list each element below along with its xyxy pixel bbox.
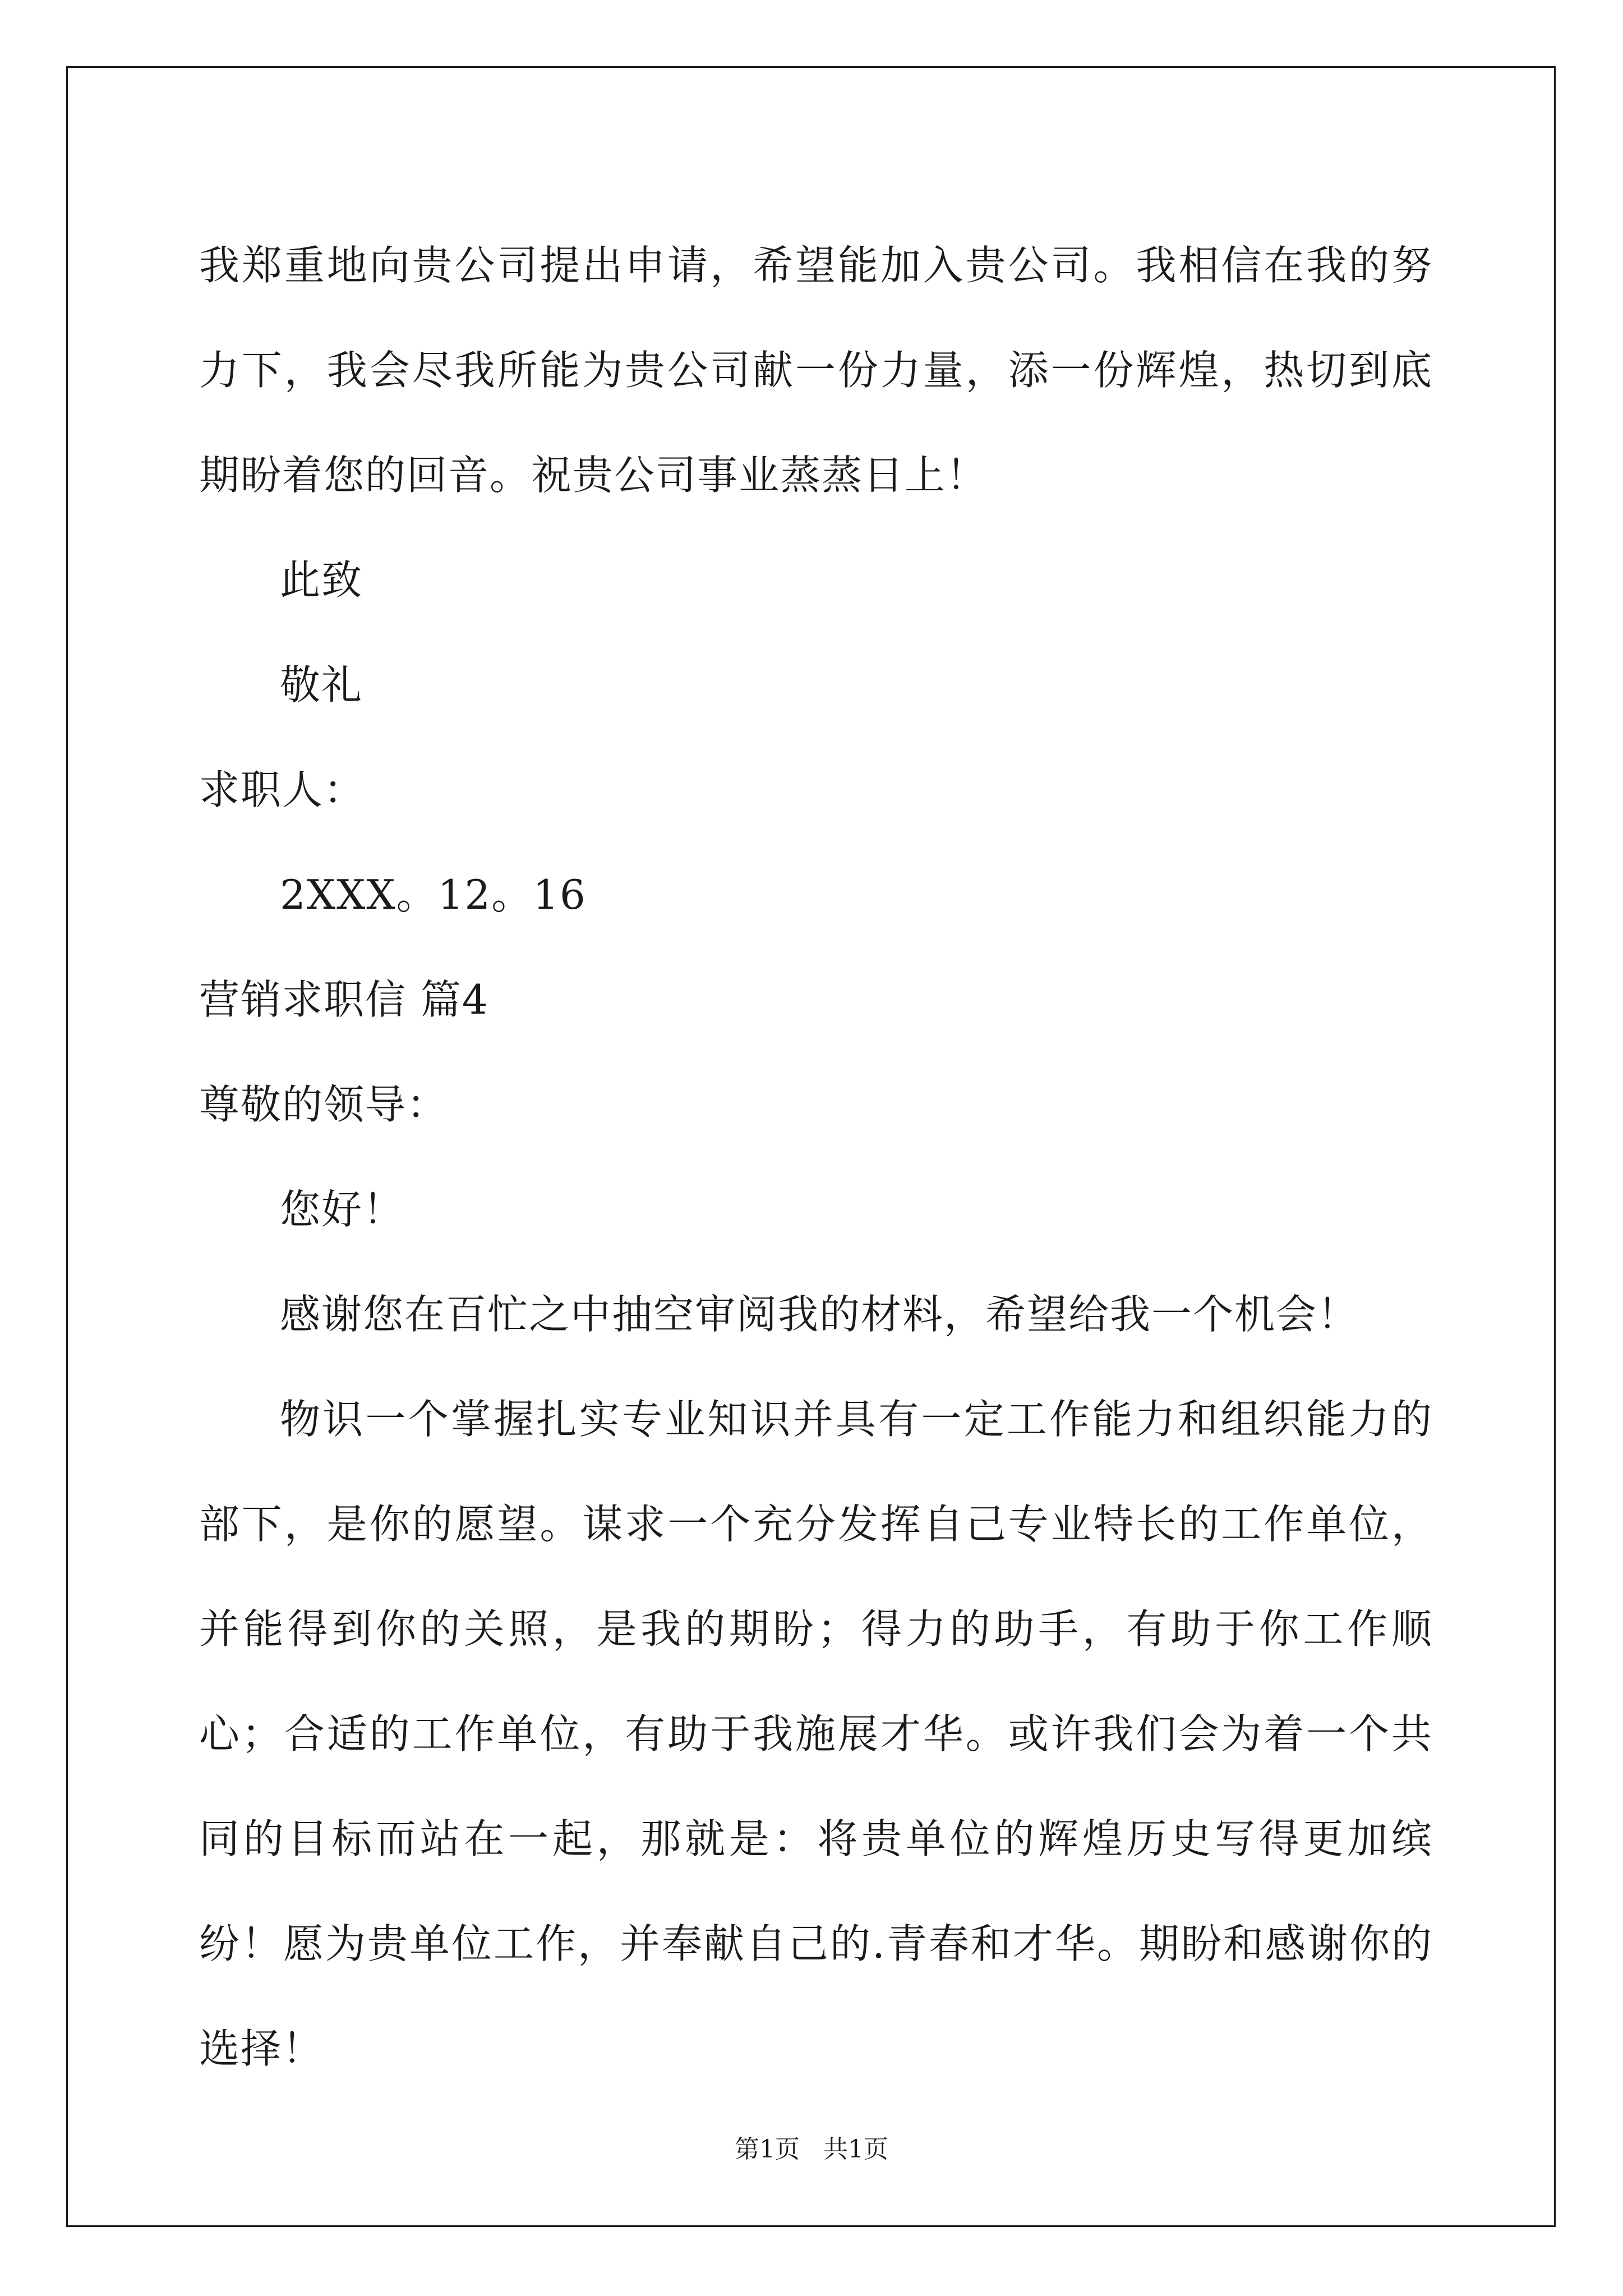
paragraph-hello: 您好！ xyxy=(280,1186,405,1233)
paragraph-date: 2XXX。12。16 xyxy=(280,871,587,918)
paragraph-main-body: 物识一个掌握扎实专业知识并具有一定工作能力和组织能力的部下，是你的愿望。谋求一个充分发挥自己专业特长的工作单位，并能得到你的关照，是我的期盼；得力的助手，有助于你工作顺心；合适的工作单位，有助于我施展才华。或许我们会为着一个共同的目标而站在一起，那就是：将贵单位的辉煌历史写得更加缤纷！愿为贵单位工作，并奉献自己的.青春和才华。期盼和感谢你的选择！ xyxy=(199,1396,1433,2072)
paragraph-closing-wishes: 我郑重地向贵公司提出申请，希望能加入贵公司。我相信在我的努力下，我会尽我所能为贵公司献一份力量，添一份辉煌，热切到底期盼着您的回音。祝贵公司事业蒸蒸日上！ xyxy=(199,242,1433,499)
section-heading: 营销求职信 篇4 xyxy=(199,976,489,1023)
paragraph-applicant-label: 求职人： xyxy=(199,766,366,813)
letter-body xyxy=(199,213,1433,2101)
paragraph-salutation-cizhi: 此致 xyxy=(280,556,363,604)
paragraph-greeting-leader: 尊敬的领导： xyxy=(199,1081,449,1128)
paragraph-thanks: 感谢您在百忙之中抽空审阅我的材料，希望给我一个机会！ xyxy=(280,1291,1359,1338)
page-footer: 第1页 共1页 xyxy=(735,2135,888,2164)
paragraph-salutation-jingli: 敬礼 xyxy=(280,661,363,708)
